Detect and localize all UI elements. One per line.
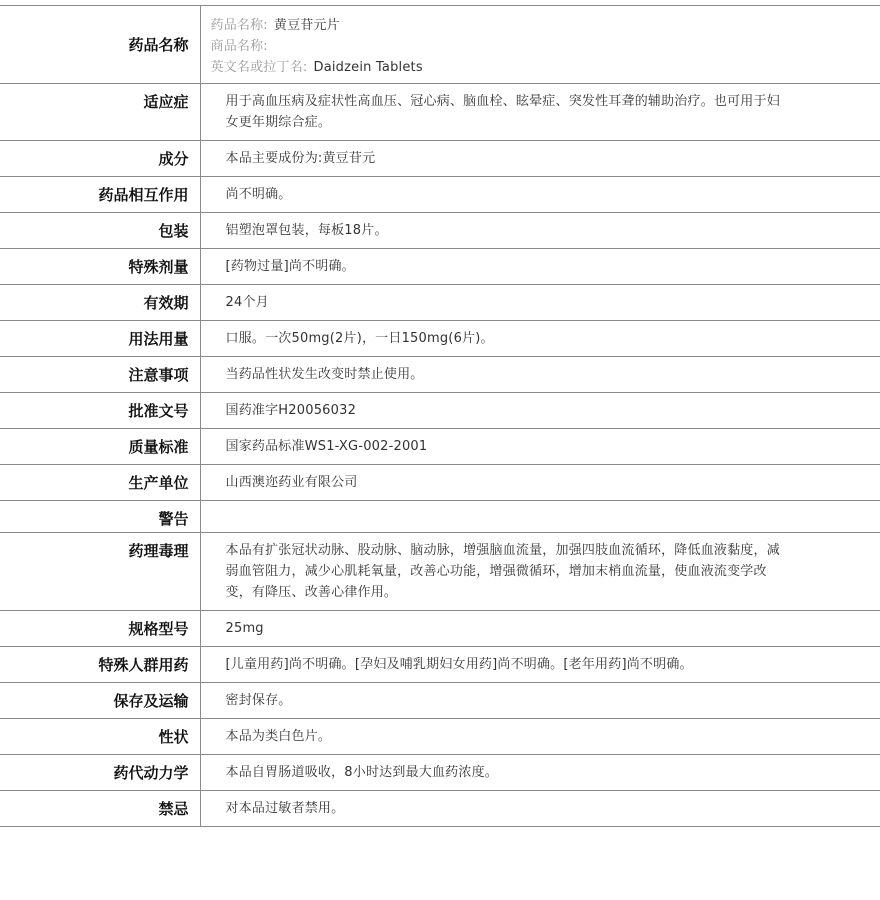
row-label: 特殊人群用药 [0, 647, 200, 683]
table-row [0, 141, 880, 177]
row-value: 国家药品标准WS1-XG-002-2001 [200, 429, 880, 465]
row-value: 本品有扩张冠状动脉、股动脉、脑动脉，增强脑血流量，加强四肢血流循环，降低血液黏度，减弱血管阻力，减少心肌耗氧量，改善心功能，增强微循环，增加末梢血流量，使血液流变学改变，有降压、改善心律作用。 [200, 533, 880, 611]
row-value: 尚不明确。 [200, 177, 880, 213]
row-label: 警告 [0, 501, 200, 533]
drug-info-table [0, 5, 880, 827]
table-row [0, 611, 880, 647]
table-row [0, 285, 880, 321]
row-label: 生产单位 [0, 465, 200, 501]
table-row [0, 357, 880, 393]
generic-name-value: 黄豆苷元片 [273, 18, 340, 33]
row-label: 适应症 [0, 84, 200, 141]
table-row [0, 393, 880, 429]
row-value: 本品自胃肠道吸收，8小时达到最大血药浓度。 [200, 755, 880, 791]
row-value: [药物过量]尚不明确。 [200, 249, 880, 285]
table-row [0, 465, 880, 501]
row-value: 24个月 [200, 285, 880, 321]
row-value: 口服。一次50mg(2片)，一日150mg(6片)。 [200, 321, 880, 357]
table-row [0, 683, 880, 719]
row-label: 特殊剂量 [0, 249, 200, 285]
table-row [0, 647, 880, 683]
table-row [0, 533, 880, 611]
table-row [0, 429, 880, 465]
row-label: 药品名称 [0, 6, 200, 84]
generic-name-line [211, 15, 871, 36]
row-value: [儿童用药]尚不明确。[孕妇及哺乳期妇女用药]尚不明确。[老年用药]尚不明确。 [200, 647, 880, 683]
row-value: 铝塑泡罩包装，每板18片。 [200, 213, 880, 249]
table-row [0, 719, 880, 755]
row-value [200, 501, 880, 533]
table-row [0, 249, 880, 285]
row-label: 有效期 [0, 285, 200, 321]
table-row [0, 321, 880, 357]
trade-name-key: 商品名称: [210, 39, 268, 54]
row-label: 用法用量 [0, 321, 200, 357]
generic-name-key: 药品名称: [210, 18, 268, 33]
row-label: 成分 [0, 141, 200, 177]
row-value: 当药品性状发生改变时禁止使用。 [200, 357, 880, 393]
row-label: 药理毒理 [0, 533, 200, 611]
row-label: 规格型号 [0, 611, 200, 647]
table-row [0, 791, 880, 827]
drug-name-cell [200, 6, 880, 84]
table-row [0, 84, 880, 141]
row-label: 批准文号 [0, 393, 200, 429]
english-name-line [211, 57, 871, 78]
table-row [0, 755, 880, 791]
row-value: 本品为类白色片。 [200, 719, 880, 755]
row-label: 注意事项 [0, 357, 200, 393]
row-label: 包装 [0, 213, 200, 249]
trade-name-line [211, 36, 871, 57]
drug-name-row [0, 6, 880, 84]
row-value: 山西澳迩药业有限公司 [200, 465, 880, 501]
row-value: 对本品过敏者禁用。 [200, 791, 880, 827]
row-value: 国药准字H20056032 [200, 393, 880, 429]
table-row [0, 501, 880, 533]
row-value: 本品主要成份为:黄豆苷元 [200, 141, 880, 177]
row-label: 禁忌 [0, 791, 200, 827]
english-name-value: Daidzein Tablets [313, 60, 423, 75]
table-row [0, 213, 880, 249]
row-value: 密封保存。 [200, 683, 880, 719]
row-label: 保存及运输 [0, 683, 200, 719]
row-label: 质量标准 [0, 429, 200, 465]
row-label: 药代动力学 [0, 755, 200, 791]
row-value: 25mg [200, 611, 880, 647]
row-label: 性状 [0, 719, 200, 755]
row-value: 用于高血压病及症状性高血压、冠心病、脑血栓、眩晕症、突发性耳聋的辅助治疗。也可用于妇女更年期综合症。 [200, 84, 880, 141]
english-name-key: 英文名或拉丁名: [210, 60, 308, 75]
table-row [0, 177, 880, 213]
row-label: 药品相互作用 [0, 177, 200, 213]
